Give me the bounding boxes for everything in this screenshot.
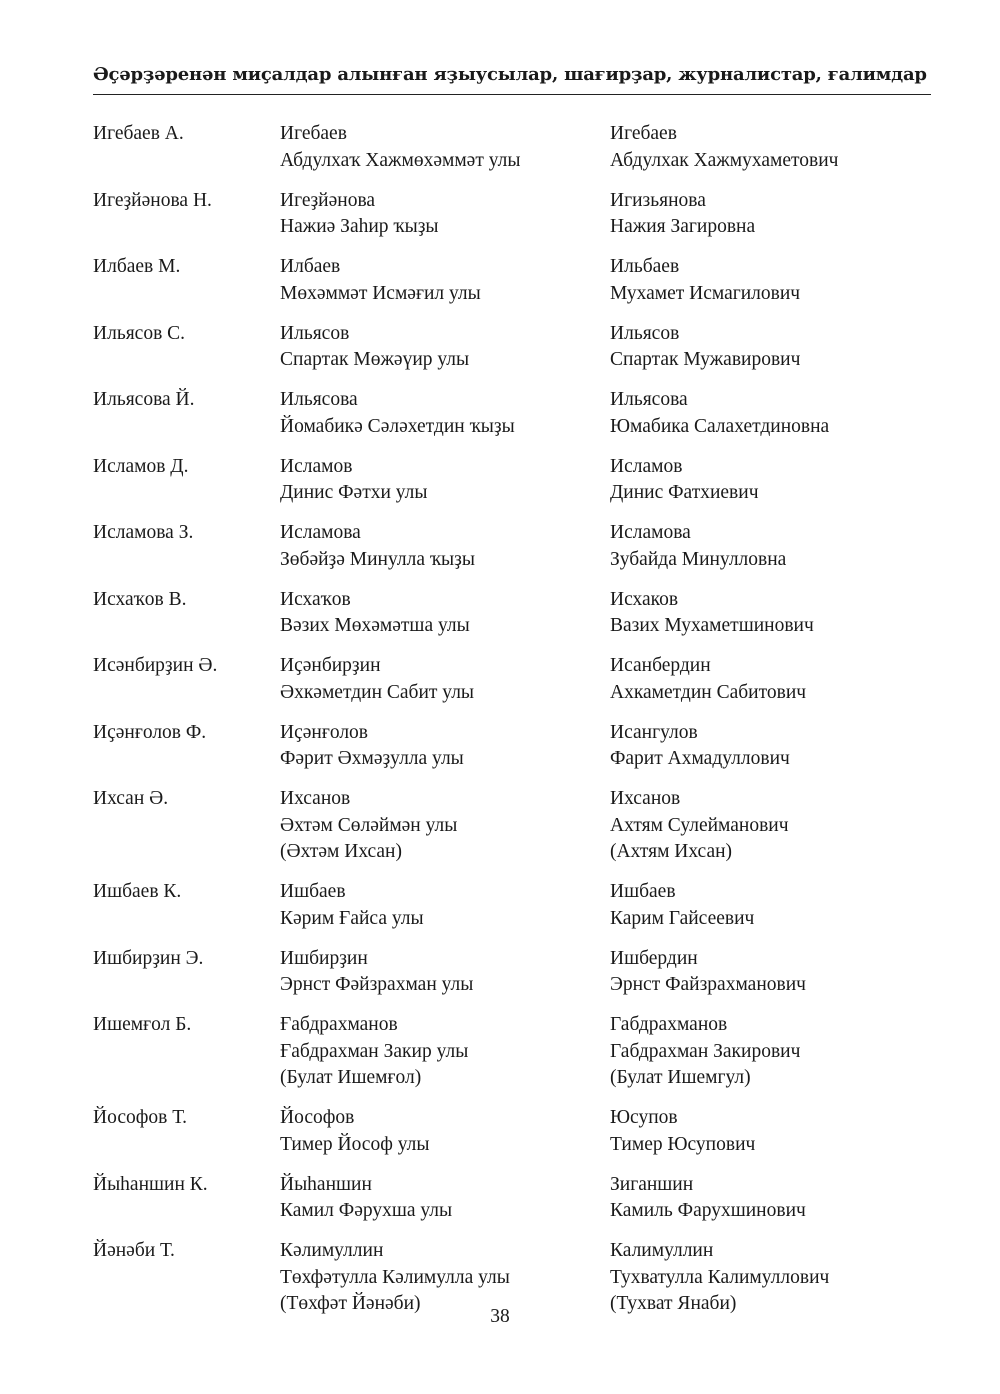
author-russian-full-name-line: Ильясов	[610, 322, 680, 344]
author-bashkir-full-name-line: Иҫәнбирҙин	[280, 655, 381, 676]
author-short-name: Йыһаншин К.	[93, 1173, 208, 1195]
author-russian-full-name-line: Зубайда Минулловна	[610, 548, 787, 570]
author-short-name: Исхаҡов В.	[93, 588, 187, 610]
author-russian-full-name-line: Исангулов	[610, 721, 698, 743]
author-bashkir-full-name-line: Йомабикә Сәләхетдин ҡыҙы	[280, 415, 515, 437]
author-bashkir-full-name-line: Әхкәметдин Сабит улы	[280, 681, 475, 703]
author-short-name: Йософов Т.	[93, 1107, 188, 1128]
author-russian-full-name-line: (Тухват Янаби)	[610, 1293, 737, 1314]
author-russian-full-name-line: Мухамет Исмагилович	[610, 282, 801, 304]
author-bashkir-full-name-line: (Төхфәт Йәнәби)	[280, 1293, 421, 1314]
author-russian-full-name-line: Игебаев	[610, 123, 677, 144]
author-bashkir-full-name-line: (Булат Ишемғол)	[280, 1067, 422, 1088]
author-russian-full-name-line: Исламова	[610, 522, 691, 543]
author-russian-full-name-line: Исхаков	[610, 588, 679, 610]
author-short-name: Ишбирҙин Э.	[93, 947, 204, 969]
author-bashkir-full-name	[280, 321, 469, 374]
author-bashkir-full-name	[280, 1105, 429, 1158]
author-bashkir-full-name	[280, 786, 457, 866]
author-short-name: Исәнбирҙин Ә.	[93, 655, 218, 676]
author-bashkir-full-name-line: Камил Фәрухша улы	[280, 1200, 453, 1221]
author-russian-full-name-line: Юсупов	[610, 1107, 678, 1128]
author-bashkir-full-name	[280, 188, 439, 241]
author-bashkir-full-name-line: Иҫәнғолов	[280, 721, 369, 743]
author-bashkir-full-name-line: Игеҙйәнова	[280, 189, 376, 211]
author-short-name: Ильясов С.	[93, 322, 186, 344]
author-russian-full-name	[610, 587, 814, 640]
author-russian-full-name	[610, 387, 829, 440]
author-short-name: Илбаев М.	[93, 256, 181, 277]
page-header-title: Әҫәрҙәренән миҫалдар алынған яҙыусылар, шағирҙар, журналистар, ғалимдар	[93, 64, 927, 85]
author-bashkir-full-name-line: Спартак Мөжәүир улы	[280, 349, 470, 370]
author-bashkir-full-name	[280, 454, 428, 507]
author-bashkir-full-name-line: Ғабдрахман Закир улы	[280, 1040, 469, 1062]
author-russian-full-name-line: Исанбердин	[610, 655, 711, 676]
author-russian-full-name-line: Тимер Юсупович	[610, 1133, 756, 1155]
author-bashkir-full-name	[280, 121, 520, 174]
author-russian-full-name-line: Ихсанов	[610, 788, 681, 809]
author-bashkir-full-name	[280, 1172, 452, 1225]
author-bashkir-full-name-line: Әхтәм Сөләймән улы	[280, 814, 458, 836]
author-russian-full-name-line: Юмабика Салахетдиновна	[610, 415, 830, 437]
author-bashkir-full-name-line: Исламова	[280, 522, 361, 543]
author-russian-full-name	[610, 454, 759, 507]
author-short-name: Ишбаев К.	[93, 881, 182, 902]
author-russian-full-name	[610, 520, 786, 573]
author-bashkir-full-name	[280, 720, 464, 773]
author-bashkir-full-name-line: Ишбаев	[280, 881, 346, 902]
page-number: 38	[490, 1306, 510, 1327]
author-bashkir-full-name-line: Ихсанов	[280, 788, 351, 809]
author-russian-full-name	[610, 786, 789, 866]
author-short-name: Ильясова Й.	[93, 389, 195, 410]
author-bashkir-full-name	[280, 946, 473, 999]
author-russian-full-name-line: Ишбаев	[610, 881, 676, 902]
author-bashkir-full-name	[280, 387, 515, 440]
author-bashkir-full-name-line: Мөхәммәт Исмәғил улы	[280, 282, 481, 304]
author-bashkir-full-name-line: Ғабдрахманов	[280, 1014, 398, 1035]
author-russian-full-name-line: (Булат Ишемгул)	[610, 1067, 751, 1088]
author-russian-full-name-line: Абдулхак Хажмухаметович	[610, 149, 839, 171]
author-bashkir-full-name-line: Нажиә Заһир ҡыҙы	[280, 216, 439, 237]
author-russian-full-name-line: Габдрахман Закирович	[610, 1040, 801, 1062]
author-short-name: Игебаев А.	[93, 123, 184, 144]
author-bashkir-full-name-line: Эрнст Фәйзрахман улы	[280, 974, 474, 995]
author-bashkir-full-name-line: Ишбирҙин	[280, 947, 368, 969]
author-bashkir-full-name-line: Зөбәйҙә Минулла ҡыҙы	[280, 548, 475, 570]
author-bashkir-full-name-line: Тимер Йософ улы	[280, 1133, 430, 1155]
author-bashkir-full-name	[280, 587, 470, 640]
author-russian-full-name	[610, 720, 790, 773]
author-russian-full-name-line: Исламов	[610, 455, 683, 477]
author-russian-full-name-line: Тухватулла Калимуллович	[610, 1266, 830, 1288]
author-russian-full-name	[610, 254, 800, 307]
author-short-name: Иҫәнғолов Ф.	[93, 721, 207, 743]
author-bashkir-full-name-line: Фәрит Әхмәҙулла улы	[280, 748, 464, 769]
author-russian-full-name-line: Ишбердин	[610, 947, 698, 969]
author-bashkir-full-name-line: Игебаев	[280, 123, 347, 144]
author-russian-full-name-line: Калимуллин	[610, 1240, 714, 1261]
author-russian-full-name-line: Ильбаев	[610, 256, 680, 277]
author-bashkir-full-name	[280, 520, 475, 573]
author-russian-full-name	[610, 653, 806, 706]
author-russian-full-name-line: (Ахтям Ихсан)	[610, 841, 733, 862]
author-russian-full-name	[610, 946, 806, 999]
author-bashkir-full-name	[280, 653, 474, 706]
author-bashkir-full-name	[280, 254, 481, 307]
author-bashkir-full-name-line: Абдулхаҡ Хажмөхәммәт улы	[280, 149, 521, 171]
author-bashkir-full-name-line: Ильясова	[280, 389, 358, 410]
author-bashkir-full-name-line: Илбаев	[280, 256, 341, 277]
author-russian-full-name	[610, 1172, 806, 1225]
author-russian-full-name-line: Зиганшин	[610, 1173, 694, 1195]
author-russian-full-name-line: Нажия Загировна	[610, 216, 756, 237]
author-short-name: Ихсан Ә.	[93, 788, 169, 809]
author-bashkir-full-name	[280, 1012, 468, 1092]
author-short-name: Йәнәби Т.	[93, 1240, 175, 1261]
author-russian-full-name	[610, 1012, 800, 1092]
author-bashkir-full-name-line: Кәлимуллин	[280, 1240, 384, 1261]
author-russian-full-name-line: Камиль Фарухшинович	[610, 1200, 806, 1221]
author-russian-full-name-line: Вазих Мухаметшинович	[610, 615, 814, 636]
author-bashkir-full-name	[280, 879, 424, 932]
author-russian-full-name-line: Фарит Ахмадуллович	[610, 748, 790, 769]
author-bashkir-full-name-line: Кәрим Ғайса улы	[280, 907, 424, 929]
author-russian-full-name	[610, 188, 755, 241]
author-bashkir-full-name-line: Төхфәтулла Кәлимулла улы	[280, 1266, 510, 1288]
author-short-name: Исламов Д.	[93, 455, 189, 477]
page-header	[93, 64, 931, 95]
author-russian-full-name-line: Спартак Мужавирович	[610, 349, 801, 370]
author-short-name: Исламова З.	[93, 522, 194, 543]
author-russian-full-name-line: Ахтям Сулейманович	[610, 814, 789, 836]
author-russian-full-name	[610, 1105, 755, 1158]
author-bashkir-full-name-line: Йыһаншин	[280, 1173, 372, 1195]
author-russian-full-name-line: Ильясова	[610, 389, 688, 410]
author-bashkir-full-name-line: Йософов	[280, 1107, 355, 1128]
author-russian-full-name-line: Игизьянова	[610, 189, 706, 211]
author-short-name: Игеҙйәнова Н.	[93, 189, 212, 211]
author-russian-full-name-line: Ахкаметдин Сабитович	[610, 681, 807, 703]
author-short-name: Ишемғол Б.	[93, 1014, 192, 1035]
author-russian-full-name	[610, 121, 838, 174]
author-bashkir-full-name-line: Ильясов	[280, 322, 350, 344]
author-bashkir-full-name-line: Динис Фәтхи улы	[280, 482, 428, 503]
author-russian-full-name-line: Динис Фатхиевич	[610, 482, 759, 503]
author-russian-full-name	[610, 321, 800, 374]
author-russian-full-name-line: Карим Гайсеевич	[610, 907, 755, 929]
author-bashkir-full-name-line: Исламов	[280, 455, 353, 477]
author-bashkir-full-name-line: (Әхтәм Ихсан)	[280, 841, 402, 862]
author-bashkir-full-name-line: Вәзих Мөхәмәтша улы	[280, 615, 470, 636]
author-russian-full-name-line: Эрнст Файзрахманович	[610, 974, 806, 995]
author-russian-full-name-line: Габдрахманов	[610, 1014, 728, 1035]
author-bashkir-full-name-line: Исхаҡов	[280, 588, 351, 610]
author-russian-full-name	[610, 879, 754, 932]
